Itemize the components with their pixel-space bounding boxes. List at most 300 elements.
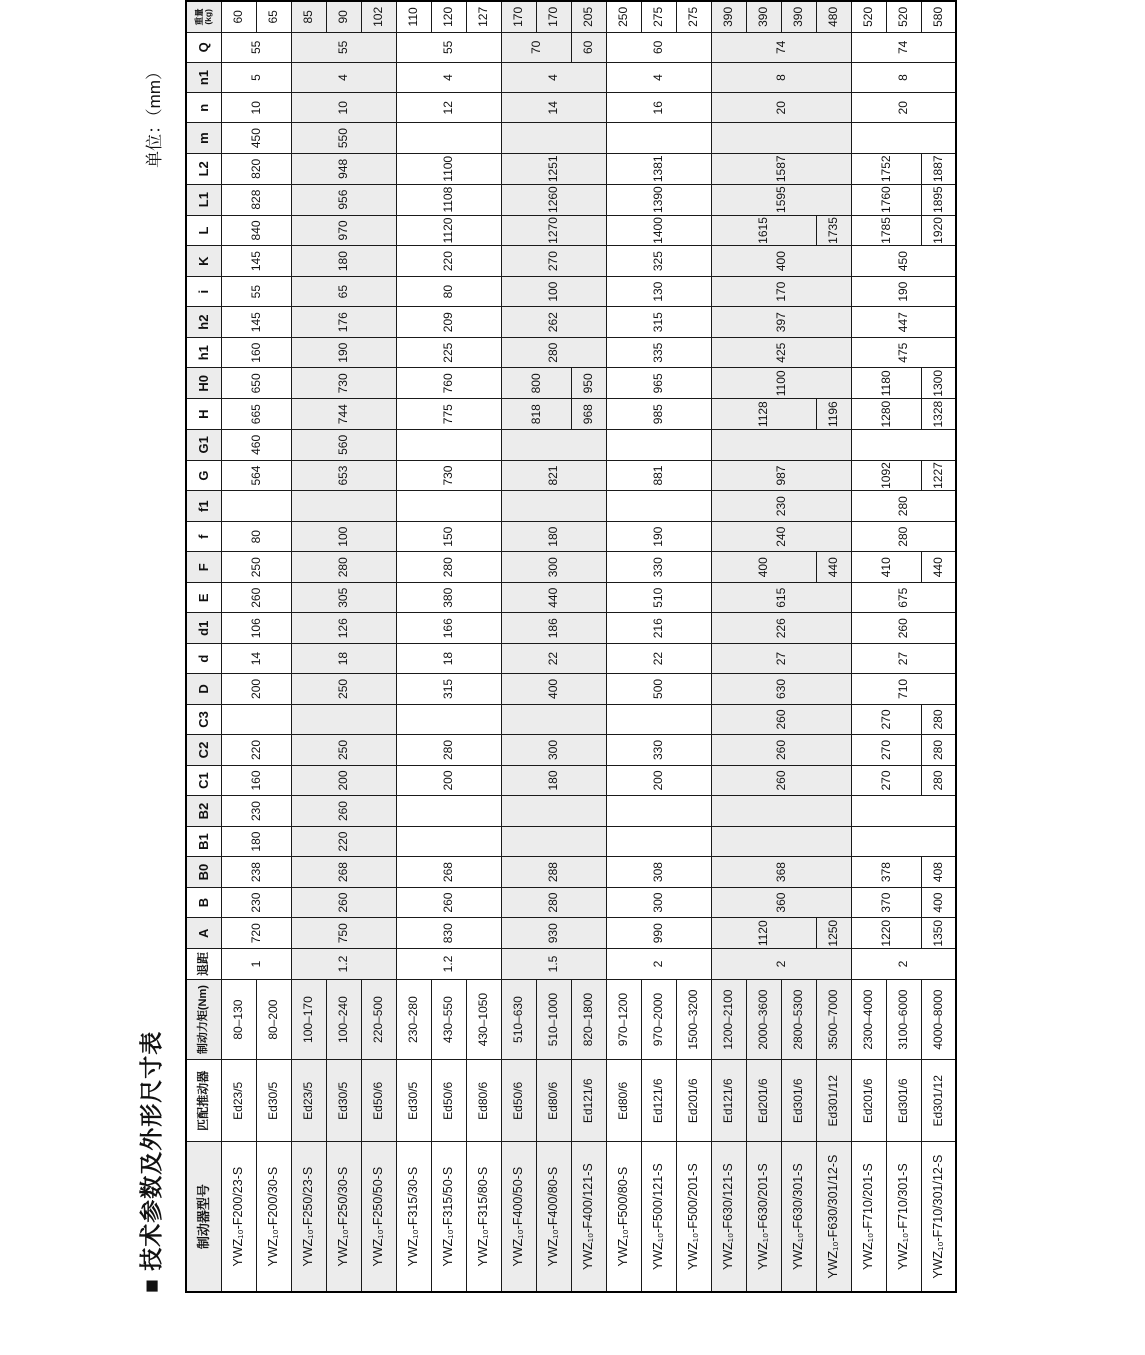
F-cell: 440 bbox=[921, 552, 956, 583]
torque-cell: 430–1050 bbox=[466, 979, 501, 1059]
D-cell: 710 bbox=[851, 674, 956, 705]
B-cell: 300 bbox=[606, 887, 711, 918]
H0-cell: 650 bbox=[221, 368, 291, 399]
table-row bbox=[606, 1, 641, 1292]
weight-cell: 127 bbox=[466, 1, 501, 32]
B2-cell bbox=[396, 796, 501, 827]
F-cell: 280 bbox=[291, 552, 396, 583]
h2-cell: 262 bbox=[501, 307, 606, 338]
F-cell: 330 bbox=[606, 552, 711, 583]
i-cell: 170 bbox=[711, 276, 851, 307]
d-cell: 14 bbox=[221, 644, 291, 674]
E-cell: 440 bbox=[501, 582, 606, 613]
n-cell: 20 bbox=[851, 93, 956, 123]
model-cell: YWZ₁₀-F315/30-S bbox=[396, 1142, 431, 1292]
Q-cell: 74 bbox=[851, 32, 956, 62]
H-cell: 1328 bbox=[921, 399, 956, 430]
col-header-n1: n1 bbox=[186, 62, 221, 92]
L2-cell: 1381 bbox=[606, 153, 711, 184]
C1-cell: 200 bbox=[291, 765, 396, 796]
torque-cell: 970–1200 bbox=[606, 979, 641, 1059]
B0-cell: 368 bbox=[711, 857, 851, 888]
d1-cell: 126 bbox=[291, 613, 396, 644]
C3-cell: 260 bbox=[711, 704, 851, 735]
L1-cell: 1595 bbox=[711, 184, 851, 215]
weight-cell: 65 bbox=[256, 1, 291, 32]
thruster-cell: Ed50/6 bbox=[431, 1060, 466, 1142]
h2-cell: 209 bbox=[396, 307, 501, 338]
thruster-cell: Ed30/5 bbox=[256, 1060, 291, 1142]
C3-cell: 270 bbox=[851, 704, 921, 735]
col-header-i: i bbox=[186, 276, 221, 307]
d-cell: 27 bbox=[711, 644, 851, 674]
C3-cell bbox=[606, 704, 711, 735]
tuiju-cell: 2 bbox=[606, 949, 711, 980]
H0-cell: 1100 bbox=[711, 368, 851, 399]
f1-cell bbox=[606, 491, 711, 522]
D-cell: 630 bbox=[711, 674, 851, 705]
B0-cell: 268 bbox=[291, 857, 396, 888]
B1-cell bbox=[711, 826, 851, 857]
H-cell: 1280 bbox=[851, 399, 921, 430]
f-cell: 150 bbox=[396, 521, 501, 552]
L2-cell: 1100 bbox=[396, 153, 501, 184]
weight-cell: 390 bbox=[711, 1, 746, 32]
d1-cell: 216 bbox=[606, 613, 711, 644]
thruster-cell: Ed201/6 bbox=[746, 1060, 781, 1142]
B1-cell bbox=[396, 826, 501, 857]
D-cell: 250 bbox=[291, 674, 396, 705]
col-header-C3: C3 bbox=[186, 704, 221, 735]
d1-cell: 186 bbox=[501, 613, 606, 644]
G1-cell: 560 bbox=[291, 430, 396, 461]
n-cell: 20 bbox=[711, 93, 851, 123]
n1-cell: 8 bbox=[851, 62, 956, 92]
f-cell: 100 bbox=[291, 521, 396, 552]
tuiju-cell: 1 bbox=[221, 949, 291, 980]
f1-cell bbox=[291, 491, 396, 522]
C1-cell: 270 bbox=[851, 765, 921, 796]
n-cell: 12 bbox=[396, 93, 501, 123]
B2-cell bbox=[606, 796, 711, 827]
weight-cell: 110 bbox=[396, 1, 431, 32]
col-header-model: 制动器型号 bbox=[186, 1142, 221, 1292]
B0-cell: 378 bbox=[851, 857, 921, 888]
weight-cell: 170 bbox=[501, 1, 536, 32]
C1-cell: 180 bbox=[501, 765, 606, 796]
model-cell: YWZ₁₀-F710/301-S bbox=[886, 1142, 921, 1292]
torque-cell: 80–130 bbox=[221, 979, 256, 1059]
G1-cell bbox=[396, 430, 501, 461]
spec-table bbox=[185, 0, 957, 1293]
G1-cell: 460 bbox=[221, 430, 291, 461]
H-cell: 818 bbox=[501, 399, 571, 430]
weight-cell: 520 bbox=[851, 1, 886, 32]
thruster-cell: Ed80/6 bbox=[536, 1060, 571, 1142]
i-cell: 65 bbox=[291, 276, 396, 307]
model-cell: YWZ₁₀-F315/50-S bbox=[431, 1142, 466, 1292]
A-cell: 750 bbox=[291, 918, 396, 949]
d-cell: 18 bbox=[396, 644, 501, 674]
model-cell: YWZ₁₀-F630/301-S bbox=[781, 1142, 816, 1292]
torque-cell: 2300–4000 bbox=[851, 979, 886, 1059]
m-cell bbox=[396, 123, 501, 154]
G-cell: 1092 bbox=[851, 460, 921, 491]
model-cell: YWZ₁₀-F710/201-S bbox=[851, 1142, 886, 1292]
f1-cell: 280 bbox=[851, 491, 956, 522]
d-cell: 18 bbox=[291, 644, 396, 674]
col-header-h1: h1 bbox=[186, 337, 221, 368]
Q-cell: 55 bbox=[291, 32, 396, 62]
L-cell: 970 bbox=[291, 215, 396, 246]
thruster-cell: Ed30/5 bbox=[326, 1060, 361, 1142]
L1-cell: 828 bbox=[221, 184, 291, 215]
K-cell: 325 bbox=[606, 246, 711, 277]
thruster-cell: Ed121/6 bbox=[571, 1060, 606, 1142]
C2-cell: 250 bbox=[291, 735, 396, 766]
n1-cell: 4 bbox=[606, 62, 711, 92]
f1-cell bbox=[221, 491, 291, 522]
thruster-cell: Ed30/5 bbox=[396, 1060, 431, 1142]
F-cell: 440 bbox=[816, 552, 851, 583]
model-cell: YWZ₁₀-F500/80-S bbox=[606, 1142, 641, 1292]
col-header-f: f bbox=[186, 521, 221, 552]
d1-cell: 226 bbox=[711, 613, 851, 644]
torque-cell: 1500–3200 bbox=[676, 979, 711, 1059]
col-header-G1: G1 bbox=[186, 430, 221, 461]
L2-cell: 820 bbox=[221, 153, 291, 184]
model-cell: YWZ₁₀-F200/23-S bbox=[221, 1142, 256, 1292]
n-cell: 16 bbox=[606, 93, 711, 123]
B2-cell bbox=[851, 796, 956, 827]
H-cell: 744 bbox=[291, 399, 396, 430]
tuiju-cell: 1.2 bbox=[291, 949, 396, 980]
K-cell: 450 bbox=[851, 246, 956, 277]
f1-cell bbox=[501, 491, 606, 522]
col-header-n: n bbox=[186, 93, 221, 123]
H-cell: 775 bbox=[396, 399, 501, 430]
F-cell: 300 bbox=[501, 552, 606, 583]
col-header-h2: h2 bbox=[186, 307, 221, 338]
K-cell: 270 bbox=[501, 246, 606, 277]
G1-cell bbox=[711, 430, 851, 461]
tuiju-cell: 2 bbox=[711, 949, 851, 980]
thruster-cell: Ed23/5 bbox=[221, 1060, 256, 1142]
thruster-cell: Ed121/6 bbox=[711, 1060, 746, 1142]
model-cell: YWZ₁₀-F500/121-S bbox=[641, 1142, 676, 1292]
C2-cell: 220 bbox=[221, 735, 291, 766]
f1-cell bbox=[396, 491, 501, 522]
B0-cell: 308 bbox=[606, 857, 711, 888]
m-cell bbox=[501, 123, 606, 154]
weight-cell: 480 bbox=[816, 1, 851, 32]
d-cell: 22 bbox=[501, 644, 606, 674]
model-cell: YWZ₁₀-F400/80-S bbox=[536, 1142, 571, 1292]
model-cell: YWZ₁₀-F250/30-S bbox=[326, 1142, 361, 1292]
thruster-cell: Ed301/12 bbox=[816, 1060, 851, 1142]
col-header-m: m bbox=[186, 123, 221, 154]
tuiju-cell: 1.5 bbox=[501, 949, 606, 980]
m-cell: 550 bbox=[291, 123, 396, 154]
G-cell: 564 bbox=[221, 460, 291, 491]
H0-cell: 965 bbox=[606, 368, 711, 399]
h2-cell: 145 bbox=[221, 307, 291, 338]
h1-cell: 475 bbox=[851, 337, 956, 368]
C1-cell: 200 bbox=[606, 765, 711, 796]
H0-cell: 1180 bbox=[851, 368, 921, 399]
weight-cell: 275 bbox=[641, 1, 676, 32]
f-cell: 280 bbox=[851, 521, 956, 552]
weight-cell: 580 bbox=[921, 1, 956, 32]
Q-cell: 70 bbox=[501, 32, 571, 62]
B1-cell: 180 bbox=[221, 826, 291, 857]
torque-cell: 820–1800 bbox=[571, 979, 606, 1059]
B-cell: 400 bbox=[921, 887, 956, 918]
thruster-cell: Ed201/6 bbox=[851, 1060, 886, 1142]
weight-cell: 520 bbox=[886, 1, 921, 32]
H0-cell: 800 bbox=[501, 368, 571, 399]
weight-cell: 390 bbox=[781, 1, 816, 32]
B0-cell: 268 bbox=[396, 857, 501, 888]
torque-cell: 2000–3600 bbox=[746, 979, 781, 1059]
n-cell: 14 bbox=[501, 93, 606, 123]
col-header-weight: 重量(kg) bbox=[186, 1, 221, 32]
L2-cell: 1587 bbox=[711, 153, 851, 184]
G-cell: 1227 bbox=[921, 460, 956, 491]
C2-cell: 300 bbox=[501, 735, 606, 766]
col-header-Q: Q bbox=[186, 32, 221, 62]
d-cell: 27 bbox=[851, 644, 956, 674]
weight-cell: 390 bbox=[746, 1, 781, 32]
col-header-E: E bbox=[186, 582, 221, 613]
table-row bbox=[711, 1, 746, 1292]
G-cell: 730 bbox=[396, 460, 501, 491]
L-cell: 840 bbox=[221, 215, 291, 246]
C1-cell: 260 bbox=[711, 765, 851, 796]
L-cell: 1920 bbox=[921, 215, 956, 246]
col-header-L2: L2 bbox=[186, 153, 221, 184]
table-row bbox=[291, 1, 326, 1292]
B-cell: 260 bbox=[291, 887, 396, 918]
table-row bbox=[221, 1, 256, 1292]
i-cell: 130 bbox=[606, 276, 711, 307]
Q-cell: 74 bbox=[711, 32, 851, 62]
C3-cell bbox=[396, 704, 501, 735]
weight-cell: 90 bbox=[326, 1, 361, 32]
L1-cell: 1895 bbox=[921, 184, 956, 215]
C1-cell: 200 bbox=[396, 765, 501, 796]
Q-cell: 55 bbox=[396, 32, 501, 62]
L2-cell: 1752 bbox=[851, 153, 921, 184]
K-cell: 400 bbox=[711, 246, 851, 277]
D-cell: 500 bbox=[606, 674, 711, 705]
B1-cell bbox=[851, 826, 956, 857]
torque-cell: 3500–7000 bbox=[816, 979, 851, 1059]
thruster-cell: Ed50/6 bbox=[361, 1060, 396, 1142]
h1-cell: 425 bbox=[711, 337, 851, 368]
B-cell: 230 bbox=[221, 887, 291, 918]
B-cell: 260 bbox=[396, 887, 501, 918]
A-cell: 830 bbox=[396, 918, 501, 949]
f-cell: 180 bbox=[501, 521, 606, 552]
col-header-B: B bbox=[186, 887, 221, 918]
L-cell: 1615 bbox=[711, 215, 816, 246]
m-cell bbox=[711, 123, 851, 154]
B2-cell: 260 bbox=[291, 796, 396, 827]
L1-cell: 956 bbox=[291, 184, 396, 215]
G-cell: 653 bbox=[291, 460, 396, 491]
E-cell: 305 bbox=[291, 582, 396, 613]
torque-cell: 80–200 bbox=[256, 979, 291, 1059]
B2-cell: 230 bbox=[221, 796, 291, 827]
C2-cell: 280 bbox=[921, 735, 956, 766]
n1-cell: 4 bbox=[291, 62, 396, 92]
G1-cell bbox=[501, 430, 606, 461]
K-cell: 145 bbox=[221, 246, 291, 277]
h1-cell: 280 bbox=[501, 337, 606, 368]
col-header-C2: C2 bbox=[186, 735, 221, 766]
weight-cell: 60 bbox=[221, 1, 256, 32]
model-cell: YWZ₁₀-F630/201-S bbox=[746, 1142, 781, 1292]
model-cell: YWZ₁₀-F315/80-S bbox=[466, 1142, 501, 1292]
Q-cell: 60 bbox=[571, 32, 606, 62]
L1-cell: 1108 bbox=[396, 184, 501, 215]
thruster-cell: Ed121/6 bbox=[641, 1060, 676, 1142]
torque-cell: 100–240 bbox=[326, 979, 361, 1059]
F-cell: 400 bbox=[711, 552, 816, 583]
B-cell: 280 bbox=[501, 887, 606, 918]
col-header-H0: H0 bbox=[186, 368, 221, 399]
L1-cell: 1760 bbox=[851, 184, 921, 215]
n1-cell: 4 bbox=[501, 62, 606, 92]
C2-cell: 260 bbox=[711, 735, 851, 766]
h1-cell: 160 bbox=[221, 337, 291, 368]
A-cell: 930 bbox=[501, 918, 606, 949]
f-cell: 240 bbox=[711, 521, 851, 552]
col-header-G: G bbox=[186, 460, 221, 491]
G1-cell bbox=[606, 430, 711, 461]
A-cell: 1120 bbox=[711, 918, 816, 949]
h1-cell: 190 bbox=[291, 337, 396, 368]
i-cell: 55 bbox=[221, 276, 291, 307]
K-cell: 180 bbox=[291, 246, 396, 277]
model-cell: YWZ₁₀-F710/301/12-S bbox=[921, 1142, 956, 1292]
model-cell: YWZ₁₀-F250/23-S bbox=[291, 1142, 326, 1292]
A-cell: 1220 bbox=[851, 918, 921, 949]
h1-cell: 335 bbox=[606, 337, 711, 368]
K-cell: 220 bbox=[396, 246, 501, 277]
col-header-A: A bbox=[186, 918, 221, 949]
col-header-tuiju: 退距 bbox=[186, 949, 221, 980]
weight-cell: 250 bbox=[606, 1, 641, 32]
col-header-H: H bbox=[186, 399, 221, 430]
torque-cell: 510–1000 bbox=[536, 979, 571, 1059]
E-cell: 615 bbox=[711, 582, 851, 613]
torque-cell: 100–170 bbox=[291, 979, 326, 1059]
h1-cell: 225 bbox=[396, 337, 501, 368]
A-cell: 1350 bbox=[921, 918, 956, 949]
thruster-cell: Ed301/6 bbox=[886, 1060, 921, 1142]
E-cell: 675 bbox=[851, 582, 956, 613]
C1-cell: 160 bbox=[221, 765, 291, 796]
model-cell: YWZ₁₀-F400/50-S bbox=[501, 1142, 536, 1292]
B2-cell bbox=[501, 796, 606, 827]
F-cell: 410 bbox=[851, 552, 921, 583]
torque-cell: 220–500 bbox=[361, 979, 396, 1059]
B1-cell: 220 bbox=[291, 826, 396, 857]
torque-cell: 1200–2100 bbox=[711, 979, 746, 1059]
thruster-cell: Ed23/5 bbox=[291, 1060, 326, 1142]
thruster-cell: Ed50/6 bbox=[501, 1060, 536, 1142]
thruster-cell: Ed201/6 bbox=[676, 1060, 711, 1142]
H-cell: 985 bbox=[606, 399, 711, 430]
C3-cell: 280 bbox=[921, 704, 956, 735]
H-cell: 1196 bbox=[816, 399, 851, 430]
weight-cell: 170 bbox=[536, 1, 571, 32]
col-header-B2: B2 bbox=[186, 796, 221, 827]
L2-cell: 948 bbox=[291, 153, 396, 184]
Q-cell: 60 bbox=[606, 32, 711, 62]
L1-cell: 1260 bbox=[501, 184, 606, 215]
L-cell: 1785 bbox=[851, 215, 921, 246]
n1-cell: 5 bbox=[221, 62, 291, 92]
col-header-d: d bbox=[186, 644, 221, 674]
d1-cell: 166 bbox=[396, 613, 501, 644]
thruster-cell: Ed80/6 bbox=[606, 1060, 641, 1142]
m-cell bbox=[851, 123, 956, 154]
F-cell: 250 bbox=[221, 552, 291, 583]
header-row bbox=[186, 1, 221, 1292]
H0-cell: 760 bbox=[396, 368, 501, 399]
C2-cell: 330 bbox=[606, 735, 711, 766]
A-cell: 1250 bbox=[816, 918, 851, 949]
h2-cell: 397 bbox=[711, 307, 851, 338]
d-cell: 22 bbox=[606, 644, 711, 674]
table-row bbox=[851, 1, 886, 1292]
i-cell: 100 bbox=[501, 276, 606, 307]
torque-cell: 430–550 bbox=[431, 979, 466, 1059]
table-row bbox=[396, 1, 431, 1292]
E-cell: 510 bbox=[606, 582, 711, 613]
weight-cell: 275 bbox=[676, 1, 711, 32]
weight-cell: 205 bbox=[571, 1, 606, 32]
weight-cell: 85 bbox=[291, 1, 326, 32]
model-cell: YWZ₁₀-F500/201-S bbox=[676, 1142, 711, 1292]
L1-cell: 1390 bbox=[606, 184, 711, 215]
col-header-thruster: 匹配推动器 bbox=[186, 1060, 221, 1142]
L2-cell: 1887 bbox=[921, 153, 956, 184]
h2-cell: 176 bbox=[291, 307, 396, 338]
L-cell: 1735 bbox=[816, 215, 851, 246]
C2-cell: 270 bbox=[851, 735, 921, 766]
col-header-L: L bbox=[186, 215, 221, 246]
H-cell: 968 bbox=[571, 399, 606, 430]
G-cell: 987 bbox=[711, 460, 851, 491]
model-cell: YWZ₁₀-F200/30-S bbox=[256, 1142, 291, 1292]
col-header-f1: f1 bbox=[186, 491, 221, 522]
h2-cell: 447 bbox=[851, 307, 956, 338]
d1-cell: 260 bbox=[851, 613, 956, 644]
D-cell: 400 bbox=[501, 674, 606, 705]
B1-cell bbox=[501, 826, 606, 857]
thruster-cell: Ed301/12 bbox=[921, 1060, 956, 1142]
tuiju-cell: 1.2 bbox=[396, 949, 501, 980]
d1-cell: 106 bbox=[221, 613, 291, 644]
col-header-torque: 制动力矩(Nm) bbox=[186, 979, 221, 1059]
C3-cell bbox=[221, 704, 291, 735]
m-cell bbox=[606, 123, 711, 154]
E-cell: 260 bbox=[221, 582, 291, 613]
